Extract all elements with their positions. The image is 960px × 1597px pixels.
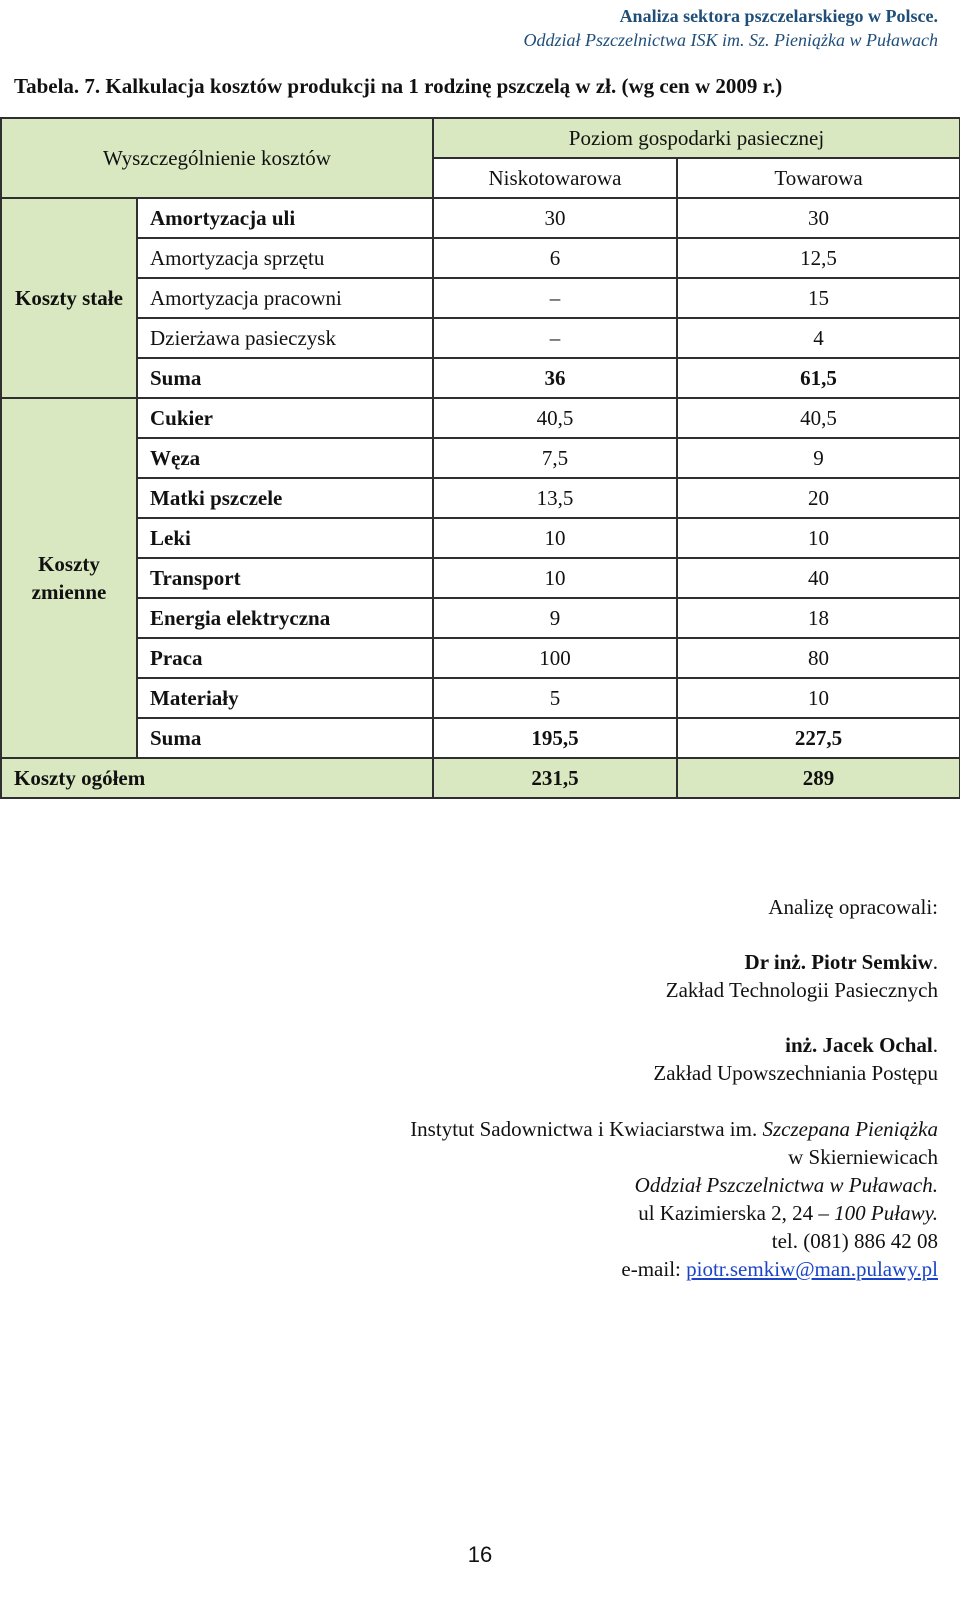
total-row (1, 758, 960, 798)
institute-city: w Skierniewicach (788, 1145, 938, 1169)
cell-towarowa: 4 (677, 318, 960, 358)
author-1-department: Zakład Technologii Pasiecznych (665, 978, 938, 1002)
cell-towarowa: 40,5 (677, 398, 960, 438)
author-2-department: Zakład Upowszechniania Postępu (653, 1061, 938, 1085)
table-caption: Tabela. 7. Kalkulacja kosztów produkcji na 1 rodzinę pszczelą w zł. (wg cen w 2009 r.) (14, 74, 783, 98)
email-label: e-mail: (621, 1257, 687, 1281)
sum-row (1, 358, 960, 398)
total-towarowa: 289 (677, 758, 960, 798)
table-row (1, 518, 960, 558)
credits-block: Analizę opracowali: Dr inż. Piotr Semkiw. Zakład Technologii Pasiecznych inż. Jacek Ochal. Zakład Upowszechniania Postępu Instytut Sadownictwa i Kwiaciarstwa im. Szczepana Pieniążka w Skierniewicach Oddział Pszczelnictwa w Puławach. ul Kazimierska 2, 24 – 100 Puławy. tel. (081) 886 42 08 e-mail: piotr.semkiw@man.pulawy.pl (410, 895, 938, 1281)
row-label: Energia elektryczna (137, 598, 433, 638)
cell-niskotowarowa: 5 (433, 678, 677, 718)
group-fixed-costs: Koszty stałe (1, 198, 137, 398)
row-label: Amortyzacja pracowni (137, 278, 433, 318)
table-row (1, 678, 960, 718)
total-label: Koszty ogółem (1, 758, 433, 798)
row-label: Węza (137, 438, 433, 478)
cell-niskotowarowa: 10 (433, 518, 677, 558)
cell-niskotowarowa: 13,5 (433, 478, 677, 518)
table-row (1, 398, 960, 438)
row-label: Transport (137, 558, 433, 598)
cost-table (0, 117, 960, 799)
row-label: Amortyzacja sprzętu (137, 238, 433, 278)
cell-niskotowarowa: 40,5 (433, 398, 677, 438)
sum-towarowa: 227,5 (677, 718, 960, 758)
cell-niskotowarowa: 7,5 (433, 438, 677, 478)
branch-name: Oddział Pszczelnictwa w Puławach. (634, 1173, 938, 1197)
table-row (1, 638, 960, 678)
phone-number: tel. (081) 886 42 08 (771, 1229, 938, 1253)
email-link[interactable]: piotr.semkiw@man.pulawy.pl (686, 1257, 938, 1281)
table-row (1, 478, 960, 518)
table-row (1, 278, 960, 318)
table-row (1, 238, 960, 278)
cell-towarowa: 20 (677, 478, 960, 518)
total-niskotowarowa: 231,5 (433, 758, 677, 798)
group-variable-costs: Koszty zmienne (1, 398, 137, 758)
cell-towarowa: 10 (677, 678, 960, 718)
credits-intro: Analizę opracowali: (768, 895, 938, 919)
row-label: Leki (137, 518, 433, 558)
sum-label: Suma (137, 718, 433, 758)
cell-towarowa: 40 (677, 558, 960, 598)
cell-towarowa: 80 (677, 638, 960, 678)
table-row (1, 598, 960, 638)
row-label: Materiały (137, 678, 433, 718)
header-subtitle: Oddział Pszczelnictwa ISK im. Sz. Pieniążka w Puławach (523, 30, 938, 50)
cell-niskotowarowa: 9 (433, 598, 677, 638)
row-label: Dzierżawa pasieczysk (137, 318, 433, 358)
cell-towarowa: 9 (677, 438, 960, 478)
cell-niskotowarowa: 6 (433, 238, 677, 278)
row-label: Cukier (137, 398, 433, 438)
institute-name: Instytut Sadownictwa i Kwiaciarstwa im. (410, 1117, 763, 1141)
sum-niskotowarowa: 195,5 (433, 718, 677, 758)
cell-towarowa: 18 (677, 598, 960, 638)
header-col-niskotowarowa: Niskotowarowa (433, 158, 677, 198)
cell-niskotowarowa: – (433, 318, 677, 358)
cell-niskotowarowa: 100 (433, 638, 677, 678)
address-postcode: 100 Puławy. (834, 1201, 938, 1225)
cell-niskotowarowa: 30 (433, 198, 677, 238)
sum-towarowa: 61,5 (677, 358, 960, 398)
cell-towarowa: 30 (677, 198, 960, 238)
table-row (1, 438, 960, 478)
table-row (1, 198, 960, 238)
cell-towarowa: 12,5 (677, 238, 960, 278)
institute-patron: Szczepana Pieniążka (762, 1117, 938, 1141)
cell-towarowa: 10 (677, 518, 960, 558)
running-header (524, 4, 938, 52)
header-level-cell: Poziom gospodarki pasiecznej (433, 118, 960, 158)
table-row (1, 318, 960, 358)
sum-niskotowarowa: 36 (433, 358, 677, 398)
author-1-name: Dr inż. Piotr Semkiw (744, 950, 933, 974)
cell-niskotowarowa: – (433, 278, 677, 318)
author-2-name: inż. Jacek Ochal (785, 1033, 933, 1057)
address-street: ul Kazimierska 2, 24 – (638, 1201, 835, 1225)
row-label: Praca (137, 638, 433, 678)
header-title: Analiza sektora pszczelarskiego w Polsce. (619, 6, 938, 26)
table-row (1, 558, 960, 598)
header-item-cell: Wyszczególnienie kosztów (1, 118, 433, 198)
cell-towarowa: 15 (677, 278, 960, 318)
page-number: 16 (467, 1542, 493, 1567)
row-label: Matki pszczele (137, 478, 433, 518)
sum-label: Suma (137, 358, 433, 398)
sum-row (1, 718, 960, 758)
cell-niskotowarowa: 10 (433, 558, 677, 598)
row-label: Amortyzacja uli (137, 198, 433, 238)
header-col-towarowa: Towarowa (677, 158, 960, 198)
